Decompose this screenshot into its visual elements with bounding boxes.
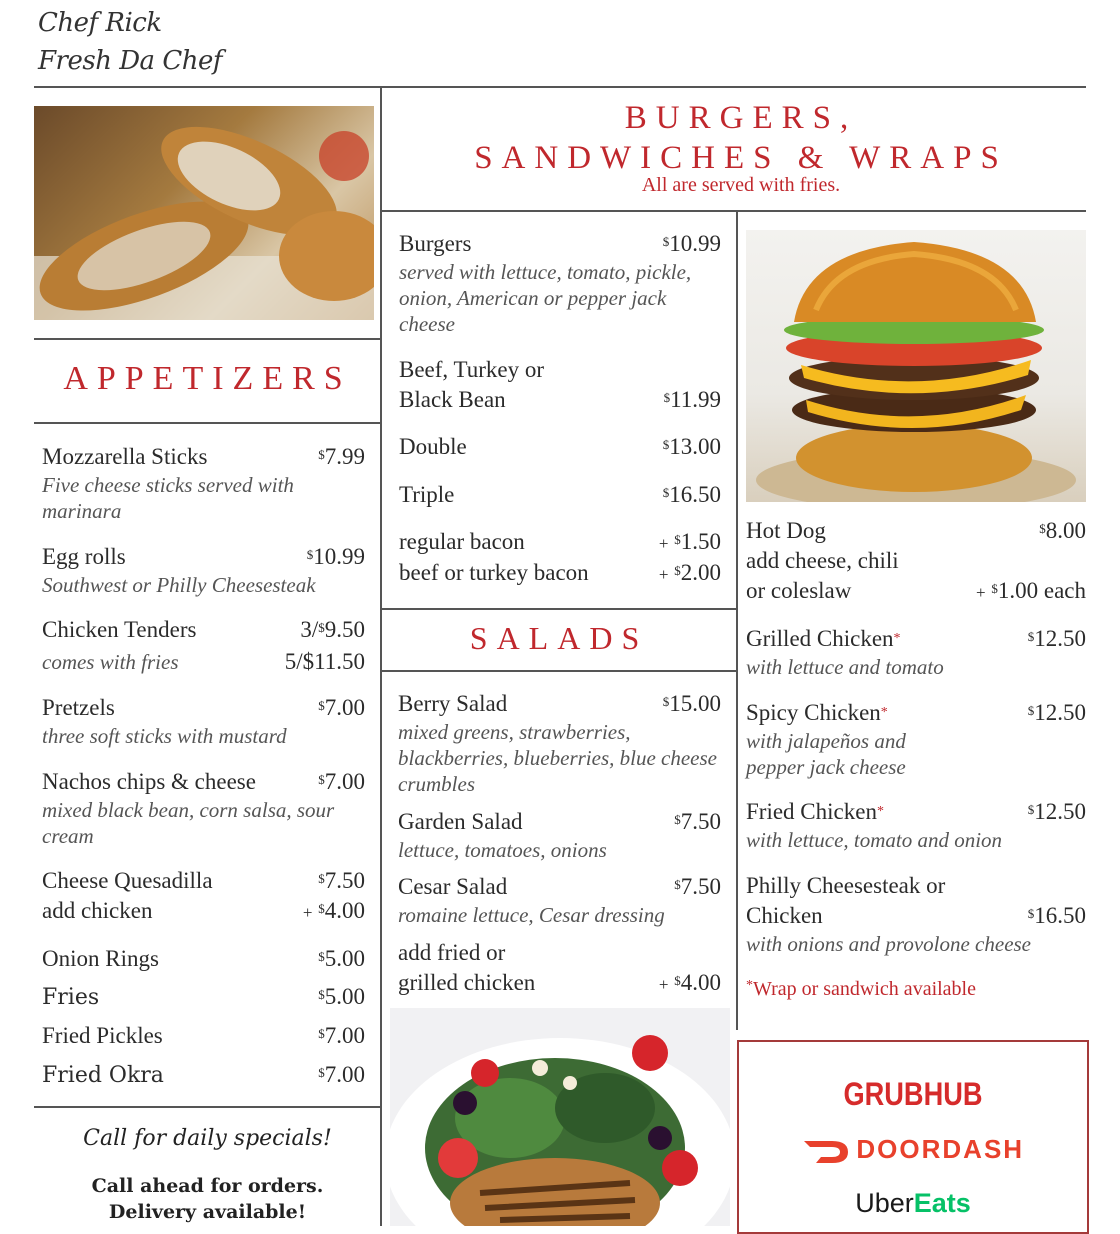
item-name: Berry Salad xyxy=(398,691,508,716)
burgers-title-line2: SANDWICHES & WRAPS xyxy=(474,140,1008,176)
burger-item-beef-turkey-black-bean xyxy=(399,355,721,415)
item-price: $5.00 xyxy=(318,984,365,1009)
burger-photo xyxy=(746,230,1086,502)
wrap-star-icon: * xyxy=(746,978,753,993)
delivery-partners-box xyxy=(737,1040,1089,1234)
item-price: + $4.00 xyxy=(658,970,721,995)
right-item-philly-cheesesteak xyxy=(746,871,1086,957)
appetizer-egg-rolls xyxy=(42,542,365,598)
item-name: Pretzels xyxy=(42,695,115,720)
item-description: comes with fries xyxy=(42,650,179,674)
chef-name: Chef Rick xyxy=(38,8,162,38)
burgers-title-line1: BURGERS, xyxy=(624,100,858,136)
item-price: $13.00 xyxy=(662,434,721,459)
burger-item-burgers xyxy=(399,229,721,337)
egg-roll-illustration xyxy=(34,106,374,320)
item-name: Fried Chicken xyxy=(746,799,877,824)
item-name: Onion Rings xyxy=(42,946,159,971)
item-price: + $2.00 xyxy=(658,560,721,585)
salad-item-garden xyxy=(398,807,721,863)
item-description: Five cheese sticks served with marinara xyxy=(42,473,294,523)
wrap-note: *Wrap or sandwich available xyxy=(746,978,976,1000)
item-name: Mozzarella Sticks xyxy=(42,444,208,469)
right-item-hot-dog xyxy=(746,516,1086,606)
call-ahead-text: Call ahead for orders. xyxy=(91,1175,324,1197)
item-description: with jalapeños and pepper jack cheese xyxy=(746,729,906,779)
burger-title-divider xyxy=(381,210,1086,212)
item-name: Burgers xyxy=(399,231,472,256)
item-name: Triple xyxy=(399,482,455,507)
item-addon-price: + $1.00 each xyxy=(976,578,1086,603)
item-description: three soft sticks with mustard xyxy=(42,724,287,748)
appetizer-fried-okra xyxy=(42,1060,365,1091)
item-price: $7.00 xyxy=(318,769,365,794)
salad-top-divider xyxy=(381,608,737,610)
wrap-star-icon: * xyxy=(880,705,888,720)
item-name: Cheese Quesadilla xyxy=(42,868,213,893)
appetizer-chicken-tenders xyxy=(42,615,365,677)
item-name: Egg rolls xyxy=(42,544,126,569)
item-description: lettuce, tomatoes, onions xyxy=(398,838,607,862)
item-name: regular bacon xyxy=(399,529,525,554)
item-name: Nachos chips & cheese xyxy=(42,769,256,794)
item-price: $7.50 xyxy=(674,809,721,834)
doordash-icon xyxy=(802,1135,852,1165)
item-price: $5.00 xyxy=(318,946,365,971)
header-divider xyxy=(34,86,1086,88)
item-name: beef or turkey bacon xyxy=(399,560,589,585)
item-name: Double xyxy=(399,434,467,459)
item-description: mixed greens, strawberries, blackberries, blueberries, blue cheese crumbles xyxy=(398,720,717,796)
item-name: Cesar Salad xyxy=(398,874,508,899)
item-name: Beef, Turkey or xyxy=(399,357,545,382)
item-price: $10.99 xyxy=(662,231,721,256)
item-price: $12.50 xyxy=(1027,700,1086,725)
item-name: Fried Okra xyxy=(42,1063,164,1088)
salad-title-divider xyxy=(381,670,737,672)
appetizer-title-divider xyxy=(34,422,381,424)
item-name: Garden Salad xyxy=(398,809,523,834)
appetizer-fries xyxy=(42,982,365,1013)
item-price: $8.00 xyxy=(1039,518,1086,543)
item-name: Grilled Chicken xyxy=(746,626,894,651)
appetizer-bottom-divider xyxy=(34,1106,381,1108)
item-price: 3/$9.50 xyxy=(300,617,365,642)
burger-illustration xyxy=(746,230,1086,502)
right-item-fried-chicken xyxy=(746,797,1086,853)
item-price: $10.99 xyxy=(306,544,365,569)
item-name: Fries xyxy=(42,985,100,1010)
appetizers-title: APPETIZERS xyxy=(63,360,352,397)
item-name: Spicy Chicken xyxy=(746,700,881,725)
item-price: $15.00 xyxy=(662,691,721,716)
item-price: $12.50 xyxy=(1027,626,1086,651)
burger-item-triple xyxy=(399,480,721,510)
salad-illustration xyxy=(390,1008,730,1226)
item-price: $7.99 xyxy=(318,444,365,469)
wrap-star-icon: * xyxy=(876,804,884,819)
daily-specials-text: Call for daily specials! xyxy=(83,1126,332,1151)
item-price: + $1.50 xyxy=(658,529,721,554)
item-addon-price: + $4.00 xyxy=(302,898,365,923)
ubereats-logo[interactable]: UberEats xyxy=(855,1188,971,1218)
grubhub-logo[interactable]: GRUBHUB xyxy=(843,1076,983,1112)
item-price: $7.00 xyxy=(318,695,365,720)
item-name: Philly Cheesesteak or xyxy=(746,873,946,898)
item-price: $7.00 xyxy=(318,1062,365,1087)
appetizer-fried-pickles xyxy=(42,1021,365,1051)
egg-roll-photo xyxy=(34,106,374,320)
wrap-star-icon: * xyxy=(893,631,901,646)
item-name: Chicken Tenders xyxy=(42,617,197,642)
item-description: with lettuce and tomato xyxy=(746,655,944,679)
burger-addon-beef-turkey-bacon xyxy=(399,558,721,588)
item-description: with lettuce, tomato and onion xyxy=(746,828,1003,852)
salad-addon-chicken xyxy=(398,938,721,998)
item-description: mixed black bean, corn salsa, sour cream xyxy=(42,798,335,848)
item-price: $7.00 xyxy=(318,1023,365,1048)
item-description: served with lettuce, tomato, pickle, onion, American or pepper jack cheese xyxy=(399,260,692,336)
burger-item-double xyxy=(399,432,721,462)
item-price: $16.50 xyxy=(662,482,721,507)
item-price: $11.99 xyxy=(663,387,721,412)
item-price-large: 5/$11.50 xyxy=(284,649,365,674)
delivery-available-text: Delivery available! xyxy=(108,1201,307,1223)
item-description: with onions and provolone cheese xyxy=(746,932,1032,956)
burger-addon-regular-bacon xyxy=(399,527,721,557)
doordash-logo[interactable]: DOORDASH xyxy=(739,1134,1087,1168)
item-description: romaine lettuce, Cesar dressing xyxy=(398,903,665,927)
burgers-subtitle: All are served with fries. xyxy=(641,174,841,196)
appetizer-cheese-quesadilla xyxy=(42,866,365,926)
item-name: add fried or xyxy=(398,940,506,965)
item-price: $12.50 xyxy=(1027,799,1086,824)
appetizer-nachos xyxy=(42,767,365,849)
item-name-line2: Black Bean xyxy=(399,387,506,412)
item-name: Fried Pickles xyxy=(42,1023,163,1048)
right-item-grilled-chicken xyxy=(746,624,1086,680)
appetizer-pretzels xyxy=(42,693,365,749)
item-price: $7.50 xyxy=(318,868,365,893)
item-price: $16.50 xyxy=(1027,903,1086,928)
appetizer-mozzarella-sticks xyxy=(42,442,365,524)
item-price: $7.50 xyxy=(674,874,721,899)
salad-item-cesar xyxy=(398,872,721,928)
chef-tagline: Fresh Da Chef xyxy=(38,46,222,76)
appetizer-top-divider xyxy=(34,338,381,340)
item-addon-line2: or coleslaw xyxy=(746,578,852,603)
item-name-line2: grilled chicken xyxy=(398,970,536,995)
salad-item-berry xyxy=(398,689,721,797)
item-name-line2: Chicken xyxy=(746,903,823,928)
item-name: Hot Dog xyxy=(746,518,826,543)
item-addon: add cheese, chili xyxy=(746,548,899,573)
item-description: Southwest or Philly Cheesesteak xyxy=(42,573,316,597)
right-item-spicy-chicken xyxy=(746,698,1086,780)
salads-title: SALADS xyxy=(469,620,649,656)
item-addon: add chicken xyxy=(42,898,153,923)
salad-photo xyxy=(390,1008,730,1226)
appetizer-onion-rings xyxy=(42,944,365,974)
